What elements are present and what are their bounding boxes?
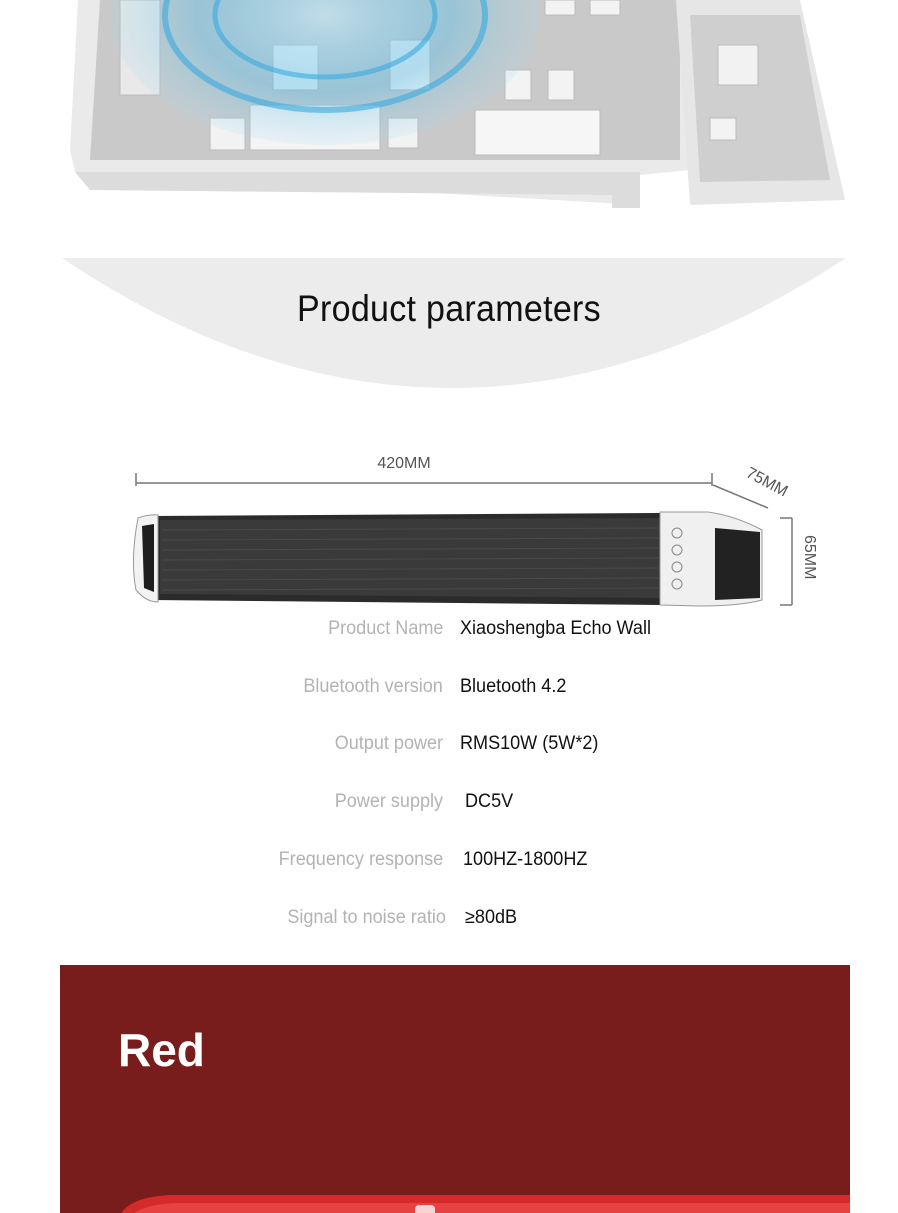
color-variant-banner (60, 965, 850, 1213)
section-title: Product parameters (297, 288, 601, 329)
param-row-output-power (0, 733, 898, 763)
length-dimension: 420MM (377, 455, 431, 472)
param-label: Power supply (334, 791, 443, 812)
depth-dimension: 75MM (743, 464, 791, 501)
soundbar-product-image (100, 440, 820, 620)
param-label: Frequency response (278, 849, 443, 870)
param-value: 100HZ-1800HZ (463, 849, 588, 870)
param-label: Output power (334, 733, 443, 754)
param-row-signal-to-noise (0, 907, 898, 937)
param-value: DC5V (460, 791, 514, 812)
param-value: RMS10W (5W*2) (460, 733, 599, 754)
param-row-power-supply (0, 791, 898, 821)
param-label: Bluetooth version (303, 676, 443, 697)
param-label: Product Name (327, 618, 443, 639)
param-value: ≥80dB (465, 907, 518, 928)
param-row-frequency-response (0, 849, 898, 879)
room-floorplan-illustration (0, 0, 898, 240)
height-dimension: 65MM (801, 535, 818, 580)
param-value: Xiaoshengba Echo Wall (460, 618, 651, 639)
color-variant-label: Red (118, 1024, 205, 1076)
param-row-product-name (0, 618, 898, 648)
param-value: Bluetooth 4.2 (460, 676, 567, 697)
param-row-bluetooth-version (0, 676, 898, 706)
param-label: Signal to noise ratio (287, 907, 446, 928)
red-soundbar-image (100, 1175, 850, 1213)
